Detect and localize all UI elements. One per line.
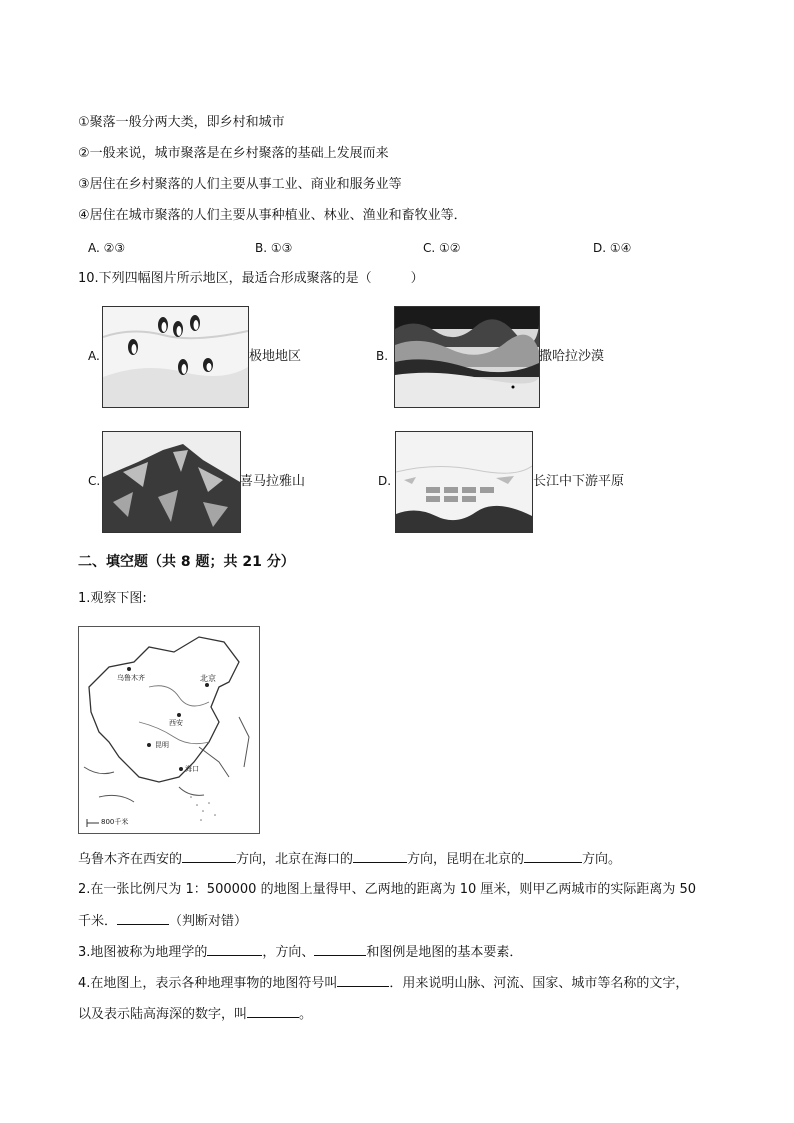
q10-stem: 10.下列四幅图片所示地区，最适合形成聚落的是（ ） [78,271,424,286]
map-label-kunming: 昆明 [155,741,169,749]
option-a[interactable]: A. ②③ [88,241,126,255]
fill-q3-part-3: 和图例是地图的基本要素． [366,945,523,960]
fill-q4-line-1 [78,974,688,993]
fill-q1-blank-3[interactable] [524,850,582,863]
fill-q2-line-1: 2.在一张比例尺为 1：500000 的地图上量得甲、乙两地的距离为 10 厘米，则甲乙两城市的实际距离为 50 [78,882,697,897]
fill-q1-text [78,850,621,869]
fill-q4-part-2: ．用来说明山脉、河流、国家、城市等名称的文字， [389,976,689,991]
fill-q3 [78,943,522,962]
section-2-title: 二、填空题（共 8 题；共 21 分） [78,554,295,570]
mountain-photo[interactable] [102,431,241,533]
map-label-beijing: 北京 [200,674,216,683]
q10-caption-b: 撒哈拉沙漠 [539,349,605,364]
fill-q1-part-1: 乌鲁木齐在西安的 [78,852,183,867]
q10-caption-d: 长江中下游平原 [533,474,625,489]
fill-q4-blank-2[interactable] [247,1005,299,1018]
china-map [78,626,260,834]
fill-q4-line-2 [78,1005,312,1024]
fill-q2-part-2: （判断对错） [169,914,248,929]
fill-q4-blank-1[interactable] [337,974,389,987]
map-label-xian: 西安 [169,719,183,727]
fill-q1-stem: 1.观察下图: [78,591,147,606]
map-label-urumqi: 乌鲁木齐 [117,674,145,682]
fill-q4-part-3: 以及表示陆高海深的数字，叫 [78,1007,248,1022]
map-label-haikou: 海口 [185,765,199,773]
q10-option-d-letter[interactable]: D. [378,474,392,488]
statement-3: ③居住在乡村聚落的人们主要从事工业、商业和服务业等 [78,177,402,192]
q10-caption-c: 喜马拉雅山 [240,474,306,489]
fill-q3-blank-2[interactable] [314,943,366,956]
fill-q3-blank-1[interactable] [207,943,262,956]
fill-q2-blank[interactable] [117,912,169,925]
q10-caption-a: 极地地区 [249,349,302,364]
plain-farmland-photo[interactable] [395,431,533,533]
penguins-photo[interactable] [102,306,249,408]
q10-option-c-letter[interactable]: C. [88,474,101,488]
fill-q1-blank-2[interactable] [353,850,407,863]
fill-q1-blank-1[interactable] [182,850,236,863]
statement-2: ②一般来说，城市聚落是在乡村聚落的基础上发展而来 [78,146,389,161]
statement-4: ④居住在城市聚落的人们主要从事种植业、林业、渔业和畜牧业等． [78,208,467,223]
fill-q4-part-4: 。 [299,1007,313,1022]
fill-q4-part-1: 4.在地图上，表示各种地理事物的地图符号叫 [78,976,338,991]
fill-q1-part-3: 方向，昆明在北京的 [407,852,525,867]
fill-q1-part-2: 方向，北京在海口的 [236,852,354,867]
q10-option-b-letter[interactable]: B. [376,349,389,363]
option-d[interactable]: D. ①④ [593,241,632,255]
desert-dunes-photo[interactable] [394,306,540,408]
fill-q3-part-1: 3.地图被称为地理学的 [78,945,208,960]
map-scale-label: 800千米 [101,818,129,826]
fill-q2-part-1: 千米． [78,914,118,929]
option-c[interactable]: C. ①② [423,241,461,255]
fill-q3-part-2: ，方向、 [262,945,315,960]
fill-q1-part-4: 方向。 [582,852,622,867]
option-b[interactable]: B. ①③ [255,241,293,255]
q10-option-a-letter[interactable]: A. [88,349,100,363]
fill-q2-line-2 [78,912,247,931]
statement-1: ①聚落一般分两大类，即乡村和城市 [78,115,285,130]
